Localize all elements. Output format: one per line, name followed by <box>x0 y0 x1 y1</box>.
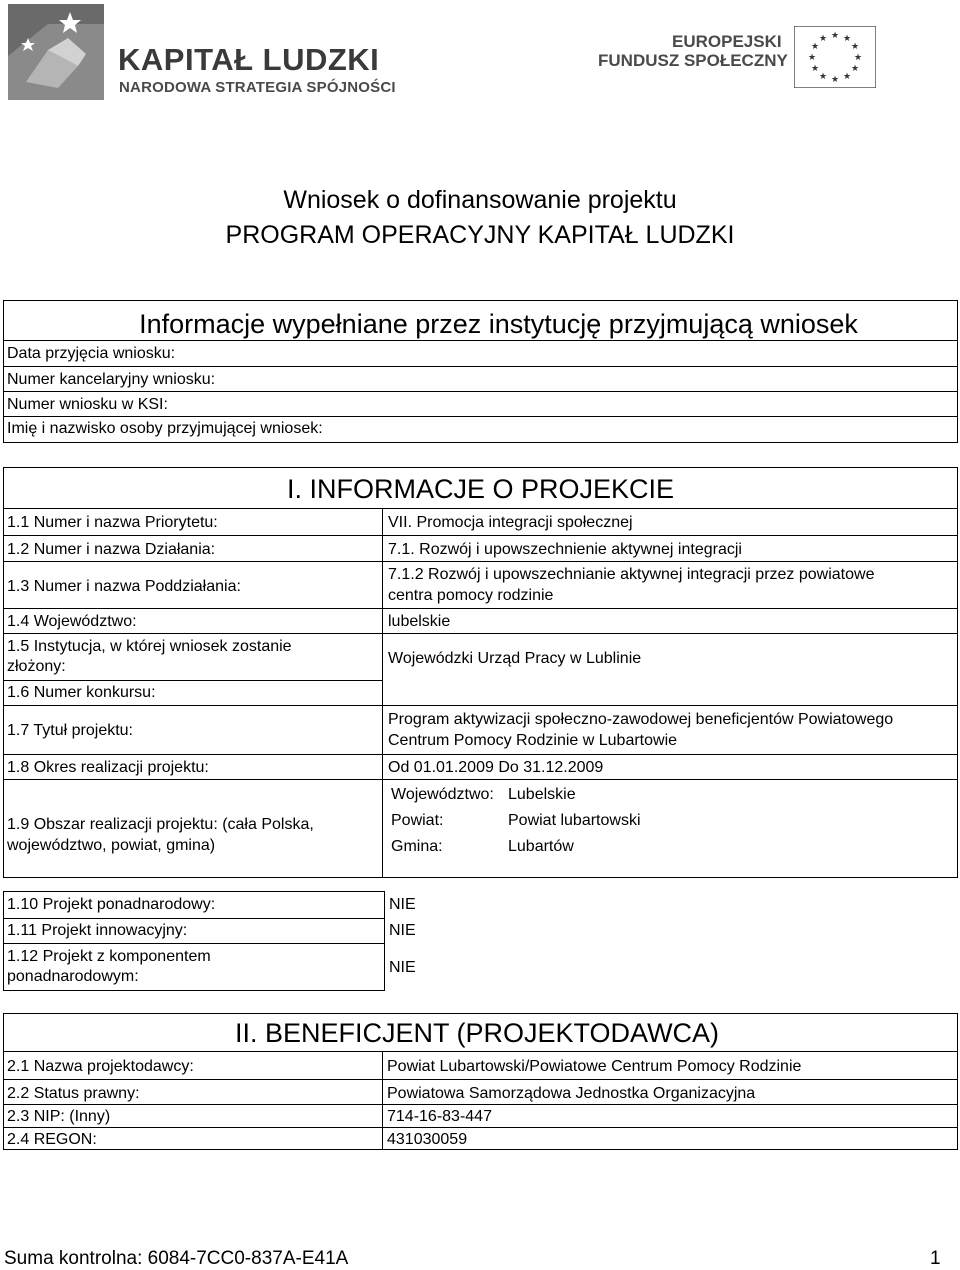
divider <box>4 1079 957 1080</box>
divider <box>4 754 957 755</box>
innovative-value: NIE <box>389 922 416 939</box>
nip-value: 714-16-83-447 <box>387 1108 492 1125</box>
svg-text:★: ★ <box>810 64 820 74</box>
institution-label-line1: 1.5 Instytucja, w której wniosek zostanie <box>7 638 292 655</box>
transnational-component-value: NIE <box>389 959 416 976</box>
project-flags-box <box>3 891 416 991</box>
institution-value: Wojewódzki Urząd Pracy w Lublinie <box>388 650 642 667</box>
divider <box>4 705 957 706</box>
voivodeship-label: 1.4 Województwo: <box>7 613 137 630</box>
divider <box>4 561 957 562</box>
divider <box>4 508 957 509</box>
transnational-value: NIE <box>389 896 416 913</box>
efs-line2: FUNDUSZ SPOŁECZNY <box>598 51 788 70</box>
program-title: PROGRAM OPERACYJNY KAPITAŁ LUDZKI <box>225 221 735 249</box>
submeasure-value-line2: centra pomocy rodzinie <box>388 587 554 604</box>
institution-box <box>3 300 958 443</box>
measure-label: 1.2 Numer i nazwa Działania: <box>7 541 216 558</box>
document-title: Wniosek o dofinansowanie projektu <box>283 186 677 214</box>
area-voivodeship-label: Województwo: <box>391 786 494 803</box>
received-date-label: Data przyjęcia wniosku: <box>7 345 176 362</box>
area-county-label: Powiat: <box>391 812 444 829</box>
section2-heading: II. BENEFICJENT (PROJEKTODAWCA) <box>235 1018 720 1048</box>
innovative-label: 1.11 Projekt innowacyjny: <box>7 922 188 939</box>
divider <box>4 943 384 944</box>
efs-logo <box>598 26 954 90</box>
svg-text:★: ★ <box>810 42 820 52</box>
project-info-box <box>3 467 958 878</box>
area-commune-label: Gmina: <box>391 838 443 855</box>
regon-label: 2.4 REGON: <box>7 1131 97 1148</box>
office-number-label: Numer kancelaryjny wniosku: <box>7 371 216 388</box>
kapital-ludzki-logo <box>8 4 396 100</box>
svg-text:★: ★ <box>807 53 817 63</box>
section1-heading: I. INFORMACJE O PROJEKCIE <box>287 474 675 504</box>
legal-status-value: Powiatowa Samorządowa Jednostka Organizacyjna <box>387 1085 756 1102</box>
svg-text:★: ★ <box>830 31 840 41</box>
divider <box>4 779 957 780</box>
divider <box>4 416 957 417</box>
svg-text:★: ★ <box>853 53 863 63</box>
transnational-component-label-line2: ponadnarodowym: <box>7 968 139 985</box>
nip-label: 2.3 NIP: (Inny) <box>7 1108 111 1125</box>
divider <box>4 680 383 681</box>
regon-value: 431030059 <box>387 1131 468 1148</box>
area-voivodeship-value: Lubelskie <box>508 786 576 803</box>
svg-text:★: ★ <box>842 34 852 44</box>
eu-flag-icon <box>794 26 876 88</box>
divider <box>4 608 957 609</box>
priority-label: 1.1 Numer i nazwa Priorytetu: <box>7 514 218 531</box>
kapital-ludzki-wordmark: KAPITAŁ LUDZKI <box>118 42 380 77</box>
column-divider <box>382 508 383 877</box>
svg-text:★: ★ <box>850 64 860 74</box>
contest-number-label: 1.6 Numer konkursu: <box>7 684 156 701</box>
submeasure-label: 1.3 Numer i nazwa Poddziałania: <box>7 578 241 595</box>
period-label: 1.8 Okres realizacji projektu: <box>7 759 209 776</box>
ksi-number-label: Numer wniosku w KSI: <box>7 396 168 413</box>
area-commune-value: Lubartów <box>508 838 574 855</box>
transnational-component-label-line1: 1.12 Projekt z komponentem <box>7 948 211 965</box>
area-county-value: Powiat lubartowski <box>508 812 641 829</box>
measure-value: 7.1. Rozwój i upowszechnienie aktywnej integracji <box>388 541 742 558</box>
svg-text:★: ★ <box>842 72 852 82</box>
divider <box>4 1127 957 1128</box>
efs-line1: EUROPEJSKI <box>672 32 782 51</box>
kapital-ludzki-emblem-icon <box>8 4 104 100</box>
divider <box>4 340 957 341</box>
area-label-line2: województwo, powiat, gmina) <box>7 837 216 854</box>
period-value: Od 01.01.2009 Do 31.12.2009 <box>388 759 604 776</box>
applicant-name-label: 2.1 Nazwa projektodawcy: <box>7 1058 194 1075</box>
priority-value: VII. Promocja integracji społecznej <box>388 514 633 531</box>
divider <box>4 1104 957 1105</box>
project-title-value-line2: Centrum Pomocy Rodzinie w Lubartowie <box>388 732 678 749</box>
svg-text:★: ★ <box>830 75 840 85</box>
project-title-label: 1.7 Tytuł projektu: <box>7 722 133 739</box>
applicant-name-value: Powiat Lubartowski/Powiatowe Centrum Pomocy Rodzinie <box>387 1058 802 1075</box>
divider <box>4 633 957 634</box>
checksum: Suma kontrolna: 6084-7CC0-837A-E41A <box>4 1248 349 1269</box>
beneficiary-box <box>3 1013 958 1150</box>
institution-label-line2: złożony: <box>7 658 66 675</box>
legal-status-label: 2.2 Status prawny: <box>7 1085 140 1102</box>
institution-heading: Informacje wypełniane przez instytucję przyjmującą wniosek <box>139 309 858 339</box>
project-title-value-line1: Program aktywizacji społeczno-zawodowej beneficjentów Powiatowego <box>388 711 894 728</box>
divider <box>4 918 384 919</box>
submeasure-value-line1: 7.1.2 Rozwój i upowszechnianie aktywnej integracji przez powiatowe <box>388 566 875 583</box>
kapital-ludzki-subtitle: NARODOWA STRATEGIA SPÓJNOŚCI <box>119 79 396 96</box>
svg-text:★: ★ <box>818 34 828 44</box>
divider <box>4 1051 957 1052</box>
divider <box>4 391 957 392</box>
transnational-label: 1.10 Projekt ponadnarodowy: <box>7 896 216 913</box>
receiver-name-label: Imię i nazwisko osoby przyjmującej wniosek: <box>7 420 323 437</box>
page-number: 1 <box>930 1248 941 1269</box>
svg-text:★: ★ <box>818 72 828 82</box>
divider <box>4 366 957 367</box>
voivodeship-value: lubelskie <box>388 613 451 630</box>
area-label-line1: 1.9 Obszar realizacji projektu: (cała Polska, <box>7 816 314 833</box>
divider <box>4 535 957 536</box>
svg-text:★: ★ <box>850 42 860 52</box>
column-divider <box>382 1051 383 1149</box>
